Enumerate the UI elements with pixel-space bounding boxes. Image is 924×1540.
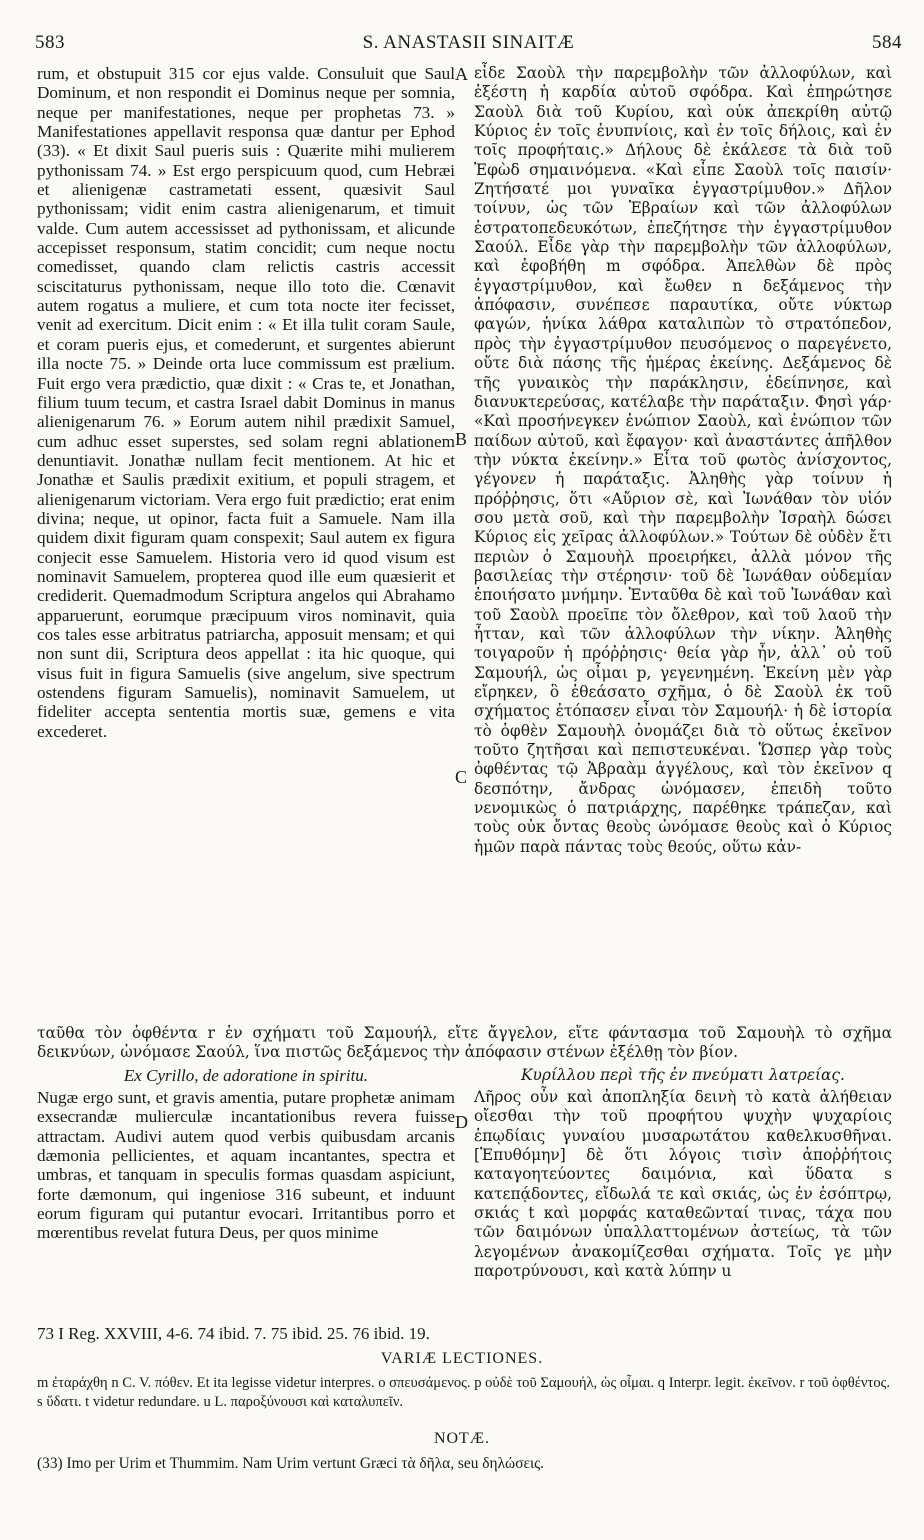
running-header: [35, 32, 902, 60]
running-title: S. ANASTASII SINAITÆ: [362, 32, 575, 53]
latin-text-bottom: Nugæ ergo sunt, et gravis amentia, putare prophetæ animam exsecrandæ mulierculæ incantationibus revera fuisse attractam. Audivi autem quod verbis quibusdam arcanis dæmonia pellicientes, et aquam incantantes, spectra et umbras, et tanquam in speculis formas quasdam aspiciunt, forte dæmonum, qui ingeniose 316 subeunt, et induunt eorum figuram qui putantur evocari. Irritantibus porro et mœrentibus revelat futura Deus, per quos minime: [37, 1088, 455, 1243]
greek-text-bottom: Λῆρος οὖν καὶ ἀποπληξία δεινὴ τὸ κατὰ ἀλήθειαν οἴεσθαι τὴν τοῦ προφήτου ψυχὴν ψυχαρίοις ἐπῳδίαις γυναίου μυσαρωτάτου καθελκυσθῆναι. [Ἐπυθόμην] δὲ ὅτι λόγοις τισὶν ἀποῤῥήτοις καταγοητεύοντες δαιμόνια, καὶ ὕδατα s κατεπᾴδοντες, εἴδωλά τε καὶ σκιάς, ὡς ἐν ἐσόπτρῳ, σκιάς t καὶ μορφάς καταθεῶνταί τινας, τάχα που τῶν δαιμόνων ὑπαλλαττομένων ἀστείως, τὰ τῶν λεγομένων ἀνακομίζεσθαι σχήματα. Τοῖς γε μὴν παροτρύνουσι, καὶ κατὰ λύπην u: [474, 1088, 892, 1281]
notae-text: (33) Imo per Urim et Thummim. Nam Urim vertunt Græci τὰ δῆλα, seu δηλώσεις.: [37, 1455, 545, 1472]
margin-marker-d: D: [455, 1112, 468, 1132]
page-number-right: 584: [872, 32, 902, 53]
latin-text-top: rum, et obstupuit 315 cor ejus valde. Consuluit que Saul Dominum, et non respondit ei Dominus neque per somnia, neque per manifestationes, neque per prophetas 73. » Manifestationes appellavit responsa quæ dantur per Ephod (33). « Et dixit Saul pueris suis : Quærite mihi mulierem pythonissam 74. » Est ergo perspicuum quod, cum Hebræi et alienigenæ castrametati essent, quæsivit Saul pythonissam; vidit enim castra alienigenarum, et timuit valde. Cum autem accessisset ad pythonissam, et alicunde accepisset responsum, statim concidit; cum neque noctu comedisset, quando clam relictis castris accessit sciscitaturus pythonissam, neque illo toto die. Cœnavit autem rogatus a muliere, et cum tota nocte iter fecisset, venit ad exercitum. Dicit enim : « Et illa tulit coram Saule, et coram pueris ejus, et comederunt, et surgentes abierunt illa nocte 75. » Deinde orta luce commissum est prælium. Fuit ergo vera prædictio, quæ dixit : « Cras te, et Jonathan, filium tuum tecum, et castra Israel dabit Dominus in manus alienigenarum 76. » Eorum autem nihil prædixit Samuel, cum adhuc esset superstes, sed solam regni ablationem denuntiavit. Jonathæ nullam fecit mentionem. At hic et Jonathæ et Saulis prædixit exitium, et populi stragem, et alienigenarum victoriam. Vera ergo fuit prædictio; erat enim divina; neque, ut opinor, facta fuit a Samuele. Nam illa quidem dixit figuram quam conspexit; Saul autem ex figura conjecit esse Samuelem. Historia vero id quod visum est nominavit Samuelem, propterea quod ille eum quæsierit et crediderit. Quemadmodum Scriptura angelos qui Abrahamo apparuerunt, eorumque præcipuum viros nominavit, quia cos tales esse arbitratus patriarcha, apposuit mensam; et qui non sunt dii, Scriptura deos appellat : ita hic quoque, qui visus fuit in figura Samuelis (sive angelum, sive spectrum ostendens figuram Samuelis), nominavit Samuelem, ut fideliter accepta sententia mortis suæ, gemens e vita excederet.: [37, 64, 455, 741]
notae-heading: NOTÆ.: [433, 1430, 491, 1447]
latin-column-top: [37, 64, 455, 741]
greek-spanning-lines: ταῦθα τὸν ὀφθέντα r ἐν σχήματι τοῦ Σαμουήλ, εἴτε ἄγγελον, εἴτε φάντασμα τοῦ Σαμουὴλ τὸ σχῆμα δεικνύων, ὠνόμασε Σαούλ, ἵνα πιστῶς δεξάμενος τὴν ἀπόφασιν στένων ἐξέλθῃ τὸν βίον.: [37, 1024, 892, 1062]
section-title-latin: Ex Cyrillo, de adoratione in spiritu.: [123, 1066, 369, 1085]
margin-marker-b: B: [455, 429, 468, 449]
page-number-left: 583: [35, 32, 65, 53]
variae-lectiones-text: m ἐταράχθη n C. V. πόθεν. Et ita legisse videtur interpres. o σπευσάμενος. p οὐδὲ τοῦ Σαμουήλ, ὡς οἶμαι. q Interpr. legit. ἐκεῖνον. r τοῦ ὀφθέντος. s ὕδατι. t videtur redundare. u L. παροξύνουσι καὶ καταλυπεῖν.: [37, 1375, 891, 1410]
variae-lectiones-heading: VARIÆ LECTIONES.: [380, 1350, 544, 1367]
margin-marker-a: A: [455, 64, 468, 84]
scripture-references: 73 I Reg. XXVIII, 4-6. 74 ibid. 7. 75 ibid. 25. 76 ibid. 19.: [37, 1324, 430, 1343]
greek-text-top: εἶδε Σαοὺλ τὴν παρεμβολὴν τῶν ἀλλοφύλων, καὶ ἐξέστη ἡ καρδία αὐτοῦ σφόδρα. Καὶ ἐπηρώτησε Σαοὺλ διὰ τοῦ Κυρίου, καὶ οὐκ ἀπεκρίθη αὐτῷ Κύριος ἐν τοῖς ἐνυπνίοις, καὶ ἐν τοῖς δήλοις, καὶ ἐν τοῖς προφήταις.» Δήλους δὲ ἐκάλεσε τὰ διὰ τοῦ Ἐφὼδ σημαινόμενα. «Καὶ εἶπε Σαοὺλ τοῖς παισίν· Ζητήσατέ μοι γυναῖκα ἐγγαστρίμυθον.» Δῆλον τοίνυν, ὡς τῶν Ἑβραίων καὶ τῶν ἀλλοφύλων ἐστρατοπεδευκότων, ἐπεζήτησε τὴν ἐγγαστρίμυθον Σαούλ. Εἶδε γὰρ τὴν παρεμβολὴν τῶν ἀλλοφύλων, καὶ ἐφοβήθη m σφόδρα. Ἀπελθὼν δὲ πρὸς ἐγγαστρίμυθον, καὶ ἔωθεν n δεξάμενος τὴν ἀπόφασιν, συνέπεσε παραυτίκα, οὔτε νύκτωρ φαγών, ἡνίκα λάθρα καταλιπὼν τὸ στρατόπεδον, πρὸς τὴν ἐγγαστρίμυθον πευσόμενος o παρεγένετο, οὔτε διὰ πάσης τῆς ἡμέρας ἐκείνης. Δεξάμενος δὲ τῆς γυναικὸς τὴν παράκλησιν, ἐδείπνησε, καὶ διανυκτερεύσας, κατέλαβε τὴν παράταξιν. Φησὶ γάρ· «Καὶ προσήνεγκεν ἐνώπιον Σαοὺλ, καὶ ἐνώπιον τῶν παίδων αὐτοῦ, καὶ ἔφαγον· καὶ ἀναστάντες ἀπῆλθον τὴν νύκτα ἐκείνην.» Εἶτα τοῦ φωτὸς ἀνίσχοντος, γέγονεν ἡ παράταξις. Ἀληθὴς γὰρ τοίνυν ἡ πρόῤῥησις, ὅτι «Αὔριον σὲ, καὶ Ἰωνάθαν τὸν υἱόν σου μετὰ σοῦ, καὶ τὴν παρεμβολὴν Ἰσραὴλ δώσει Κύριος εἰς χεῖρας ἀλλοφύλων.» Τούτων δὲ οὐδὲν ἔτι περιὼν ὁ Σαμουὴλ προειρήκει, ἀλλὰ μόνον τῆς βασιλείας τὴν στέρησιν· τοῦ δὲ Ἰωνάθαν οὐδεμίαν ἐποιήσατο μνήμην. Ἐνταῦθα δὲ καὶ τοῦ Ἰωνάθαν καὶ τοῦ Σαοὺλ προεῖπε τὸν ὄλεθρον, καὶ τοῦ λαοῦ τὴν ἧτταν, καὶ τῶν ἀλλοφύλων τὴν νίκην. Ἀληθὴς τοιγαροῦν ἡ πρόῤῥησις· θεία γὰρ ἦν, ἀλλ᾽ οὐ τοῦ Σαμουήλ, ὡς οἶμαι p, γεγενημένη. Ἐκείνη μὲν γὰρ εἴρηκεν, ὃ ἐθεάσατο σχῆμα, ὁ δὲ Σαοὺλ ἐκ τοῦ σχήματος ἐτόπασεν εἶναι τὸν Σαμουήλ· ἡ δὲ ἱστορία τὸ ὀφθὲν Σαμουὴλ ὀνομάζει διὰ τὸ οὕτως ἐκεῖνον τοῦτο ζητῆσαι καὶ πεπιστευκέναι. Ὥσπερ γὰρ τοὺς ὀφθέντας τῷ Ἀβραὰμ ἀγγέλους, καὶ τὸν ἐκεῖνον q δεσπότην, ἄνδρας ὠνόμασεν, ἐπειδὴ τοῦτο νενομικὼς ὁ πατριάρχης, παρέθηκε τράπεζαν, καὶ τοὺς οὐκ ὄντας θεοὺς ὠνόμασε θεοὺς καὶ ὁ Κύριος ἡμῶν παρὰ πάντας τοὺς θεούς, οὕτω κἀν-: [474, 64, 892, 856]
section-title-greek: Κυρίλλου περὶ τῆς ἐν πνεύματι λατρείας.: [521, 1066, 845, 1084]
latin-column-bottom: [37, 1088, 455, 1243]
greek-column-top: [474, 64, 892, 857]
margin-marker-c: C: [455, 767, 468, 787]
greek-column-bottom: [474, 1088, 892, 1281]
